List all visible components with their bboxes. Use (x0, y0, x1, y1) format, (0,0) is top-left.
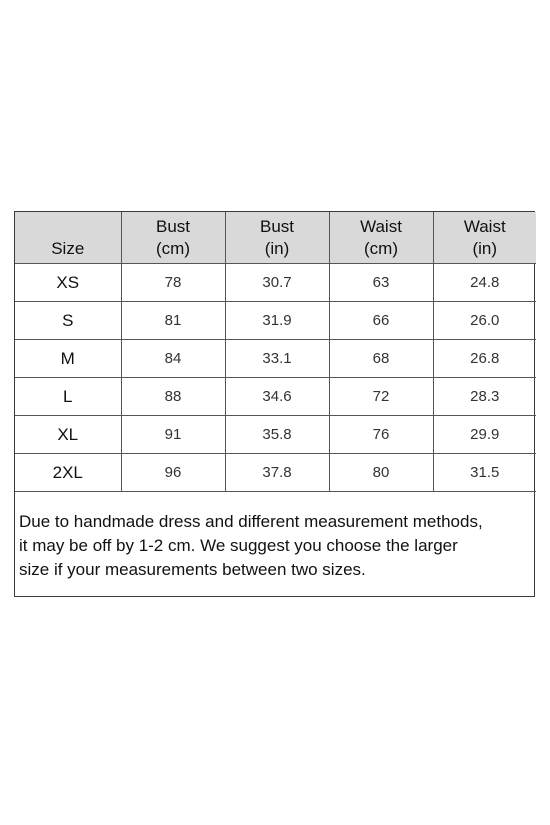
size-chart (14, 211, 535, 597)
waist-in-cell: 26.8 (433, 340, 536, 378)
bust-cm-cell: 91 (121, 416, 225, 454)
size-cell: XS (15, 264, 121, 302)
waist-cm-cell: 72 (329, 378, 433, 416)
waist-cm-cell: 66 (329, 302, 433, 340)
bust-cm-cell: 78 (121, 264, 225, 302)
size-cell: XL (15, 416, 121, 454)
header-bust-in-line2: (in) (264, 238, 290, 258)
measurement-note (15, 492, 534, 582)
bust-cm-cell: 88 (121, 378, 225, 416)
note-line: it may be off by 1-2 cm. We suggest you choose the larger (19, 536, 458, 555)
header-bust-cm-line1: Bust (155, 216, 191, 236)
table-row (15, 302, 536, 340)
bust-in-cell: 31.9 (225, 302, 329, 340)
bust-in-cell: 34.6 (225, 378, 329, 416)
waist-in-cell: 28.3 (433, 378, 536, 416)
bust-cm-cell: 81 (121, 302, 225, 340)
table-row (15, 378, 536, 416)
size-cell: L (15, 378, 121, 416)
size-cell: M (15, 340, 121, 378)
bust-in-cell: 37.8 (225, 454, 329, 492)
bust-cm-cell: 96 (121, 454, 225, 492)
size-cell: 2XL (15, 454, 121, 492)
header-bust-cm (121, 212, 225, 264)
size-table (15, 212, 536, 492)
header-waist-cm-line1: Waist (360, 216, 402, 236)
waist-cm-cell: 68 (329, 340, 433, 378)
table-row (15, 264, 536, 302)
header-size-label: Size (51, 239, 85, 258)
table-row (15, 416, 536, 454)
table-row (15, 340, 536, 378)
table-row (15, 454, 536, 492)
header-row (15, 212, 536, 264)
header-bust-in-line1: Bust (259, 216, 295, 236)
table-header (15, 212, 536, 264)
waist-in-cell: 31.5 (433, 454, 536, 492)
waist-cm-cell: 63 (329, 264, 433, 302)
waist-in-cell: 26.0 (433, 302, 536, 340)
waist-cm-cell: 80 (329, 454, 433, 492)
waist-cm-cell: 76 (329, 416, 433, 454)
header-bust-in (225, 212, 329, 264)
size-cell: S (15, 302, 121, 340)
header-waist-cm-line2: (cm) (364, 238, 398, 258)
header-size (15, 212, 121, 264)
bust-cm-cell: 84 (121, 340, 225, 378)
bust-in-cell: 30.7 (225, 264, 329, 302)
waist-in-cell: 24.8 (433, 264, 536, 302)
waist-in-cell: 29.9 (433, 416, 536, 454)
bust-in-cell: 35.8 (225, 416, 329, 454)
note-line: size if your measurements between two sizes. (19, 560, 366, 579)
header-waist-in (433, 212, 536, 264)
bust-in-cell: 33.1 (225, 340, 329, 378)
header-waist-in-line1: Waist (463, 216, 506, 236)
header-bust-cm-line2: (cm) (156, 238, 190, 258)
note-line: Due to handmade dress and different measurement methods, (19, 512, 483, 531)
header-waist-in-line2: (in) (472, 238, 498, 258)
table-body (15, 264, 536, 492)
header-waist-cm (329, 212, 433, 264)
